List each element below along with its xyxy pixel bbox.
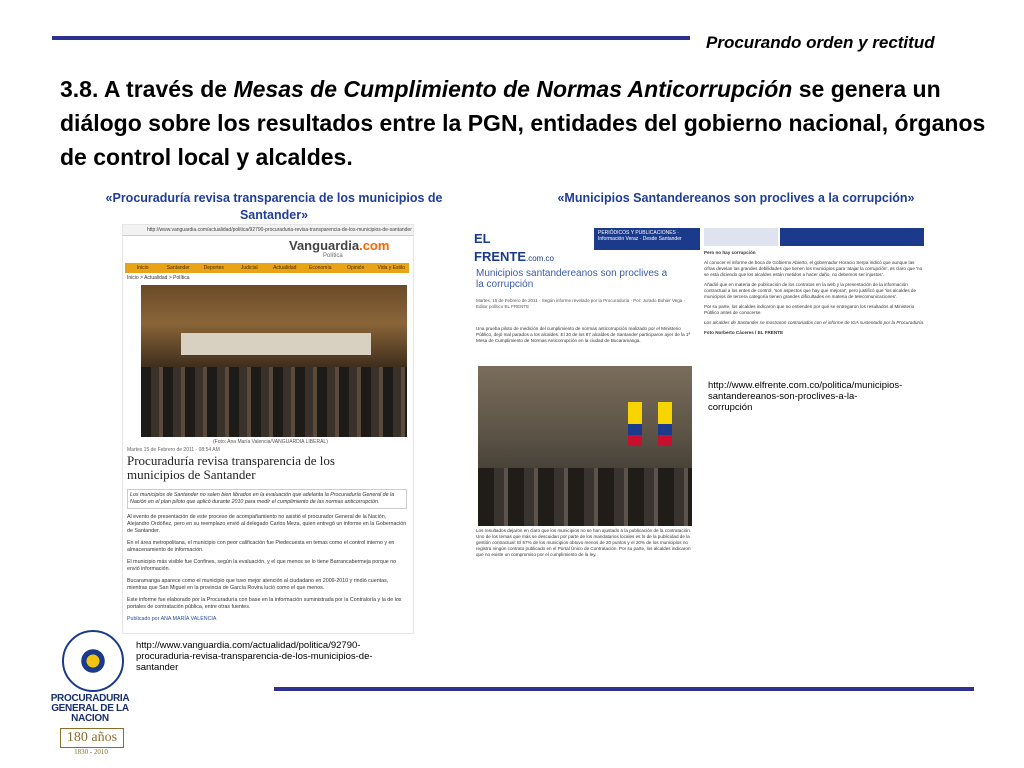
nav-item: Santander (166, 265, 190, 271)
article-paragraph: Bucaramanga aparece como el municipio que tuvo mejor atención al ciudadano en 2009-2010 y rindió cuentas, mientras que San Miguel en la provincia de García Rovira lució como el que menos. (127, 578, 389, 591)
elfrente-body: Los resultados dejaron en claro que los municipios no se han ajustado a la publicación de la contratación. Uno de los temas que más se descuidan por parte de los mandatarios locales es lo de la publicidad de la gestión contractual: El 57% de los municipios obtuvo menos de 20 puntos y el 20% de los municipios no registra ningún contrato publicado en el Portal Único de Contratación. Por su parte, los alcaldes indicaron que no existe un compromiso por el cumplimiento de la ley. (476, 528, 692, 557)
article-title: Procuraduría revisa transparencia de los municipios de Santander (127, 453, 335, 482)
vanguardia-nav (125, 263, 409, 273)
vanguardia-article-screenshot (122, 224, 414, 634)
vanguardia-source-link[interactable]: http://www.vanguardia.com/actualidad/politica/92790-procuraduria-revisa-transparencia-de-los-municipios-de-santander (136, 640, 373, 673)
head-table (181, 333, 371, 355)
elfrente-side-column (700, 228, 928, 364)
vanguardia-logo-name: Vanguardia (289, 238, 360, 253)
heading-emphasis: Mesas de Cumplimiento de Normas Anticorrupción (233, 76, 793, 102)
article-paragraph: Este informe fue elaborado por la Procuraduría con base en la información suministrada por la Contraloría y la de los portales de contratación pública, entre otras fuentes. (127, 597, 402, 610)
coat-of-arms-icon (62, 630, 124, 692)
santander-flag (658, 402, 672, 446)
speakers (478, 468, 692, 526)
published-by: Publicado por ANA MARÍA VALENCIA (127, 616, 217, 622)
side-photo-credit: Foto Norberto Cáceres / EL FRENTE (704, 330, 784, 335)
elfrente-banner-text: PERIÓDICOS Y PUBLICACIONES · Información Veraz · Desde Santander (598, 230, 682, 242)
elfrente-intro: Una prueba piloto de medición del cumplimiento de normas anticorrupción realizado por el Ministerio Público, dejó mal parados a los alcaldes. El 30 de los 87 alcaldes de Santander participaron ayer de la 1ª Mesa de Cumplimiento de Normas Anticorrupción en la ciudad de Bucaramanga. (476, 326, 691, 343)
elfrente-source-link[interactable]: http://www.elfrente.com.co/politica/municipios-santandereanos-son-proclives-a-la-corrupción (708, 380, 903, 413)
nav-item: Opinión (347, 265, 365, 271)
elfrente-banner (594, 228, 702, 250)
emblem-name: PROCURADURIA GENERAL DE LA NACION (50, 693, 130, 724)
nav-item: Inicio (136, 265, 149, 271)
nav-item: Economía (308, 265, 332, 271)
article-lead: Los municipios de Santander no salen bien librados en la evaluación que adelanta la Procuraduría General de la Nación en el plan piloto que aplicó durante 2010 para medir el cumplimiento de las normas anticorrupción. (127, 489, 407, 509)
heading-prefix: 3.8. A través de (60, 76, 234, 102)
nav-item: Judicial (240, 265, 258, 271)
elfrente-logo-name: EL FRENTE (474, 231, 526, 264)
vanguardia-logo-suffix: .com (359, 238, 390, 253)
nav-item: Deportes (203, 265, 224, 271)
emblem-years: 1830 - 2010 (74, 748, 108, 756)
meeting-photo (141, 285, 407, 437)
bottom-rule (274, 687, 974, 691)
article-paragraph: El municipio más visible fue Confines, según la evaluación, y el que menos se lo tiene Barrancabermeja porque no envió información. (127, 559, 397, 572)
banner-ad-left (704, 228, 778, 246)
elfrente-side-text (704, 250, 926, 340)
vanguardia-logo (289, 238, 389, 253)
banner-ad-right (780, 228, 924, 246)
vanguardia-section: Política (323, 253, 343, 259)
browser-url-bar: http://www.vanguardia.com/actualidad/politica/92790-procuraduria-revisa-transparencia-de-los-municipios-de-santander (123, 225, 413, 236)
slide-heading (60, 72, 990, 174)
seal-center (78, 646, 108, 676)
left-article-caption: «Procuraduría revisa transparencia de los municipios de Santander» (105, 191, 443, 222)
article-date: Martes 15 de Febrero de 2011 - 08:54 AM (127, 447, 220, 453)
elfrente-meta: Martes, 15 de Febrero de 2011 · Según informe revelado por la Procuraduría · Por: Jurado Bohier Vega · Editor político EL FRENTE (476, 298, 686, 309)
heading-suffix: se genera un diálogo sobre los resultados entre la PGN, entidades del gobierno nacional, órganos de control local y alcaldes. (60, 76, 986, 170)
top-rule (52, 36, 690, 40)
article-paragraph: En el área metropolitana, el municipio con peor calificación fue Piedecuesta en temas como el control interno y en almacenamiento de información. (127, 540, 395, 553)
side-paragraph: Los alcaldes de Santander se mostraron contrariados con el informe de IGA sustentado por la Procuraduría. (704, 320, 925, 325)
elfrente-logo-suffix: .com.co (526, 254, 555, 263)
elfrente-title: Municipios santandereanos son proclives a la corrupción (476, 268, 668, 290)
elfrente-photo (478, 366, 692, 526)
colombia-flag (628, 402, 642, 446)
photo-credit: (Foto: Ana María Valencia/VANGUARDIA LIBERAL) (213, 439, 328, 445)
side-paragraph: Por su parte, los alcaldes indicaron que no entienden por qué se entregaron los resultados al Ministerio Público antes de conocerse. (704, 304, 915, 315)
article-body (127, 489, 407, 628)
elfrente-logo (474, 230, 555, 264)
side-paragraph: Añadió que en materia de publicación de los contratos en la web y la presentación de la información contractual a los entes de control, 'son aspectos que hay que mejorar', pero justificó que 'los alcaldes de municipios de tercera categoría tienen grandes dificultades en materia de telecomunicaciones'. (704, 282, 917, 299)
slide-tagline: Procurando orden y rectitud (706, 33, 935, 52)
side-heading: Pero no hay corrupción (704, 250, 756, 255)
nav-item: Actualidad (273, 265, 297, 271)
elfrente-article-screenshot (474, 228, 702, 678)
nav-item: Vida y Estilo (377, 265, 405, 271)
emblem-anniversary: 180 años (60, 728, 124, 748)
procuraduria-emblem (50, 626, 130, 760)
right-article-caption: «Municipios Santandereanos son proclives a la corrupción» (557, 191, 915, 205)
elfrente-side-banner (704, 228, 924, 246)
audience (141, 367, 407, 437)
side-paragraph: Al conocer el informe de boca de Gobierno Abierto, el gobernador Horacio Serpa indicó que aunque las cifras develan las grandes debilidades que tienen los municipios para 'atajar la corrupción', es claro que 'no se está diciendo que los alcaldes están metidos a hacer daño, no debemos ser injustos'. (704, 260, 923, 277)
breadcrumb: Inicio > Actualidad > Política (127, 275, 190, 281)
article-paragraph: Al evento de presentación de este proceso de acompañamiento no asistió el procurador General de la Nación, Alejandro Ordóñez, pero en su reemplazo envió al delegado Carlos Meza, quien entregó un informe en la Gobernación de Santander. (127, 514, 407, 534)
